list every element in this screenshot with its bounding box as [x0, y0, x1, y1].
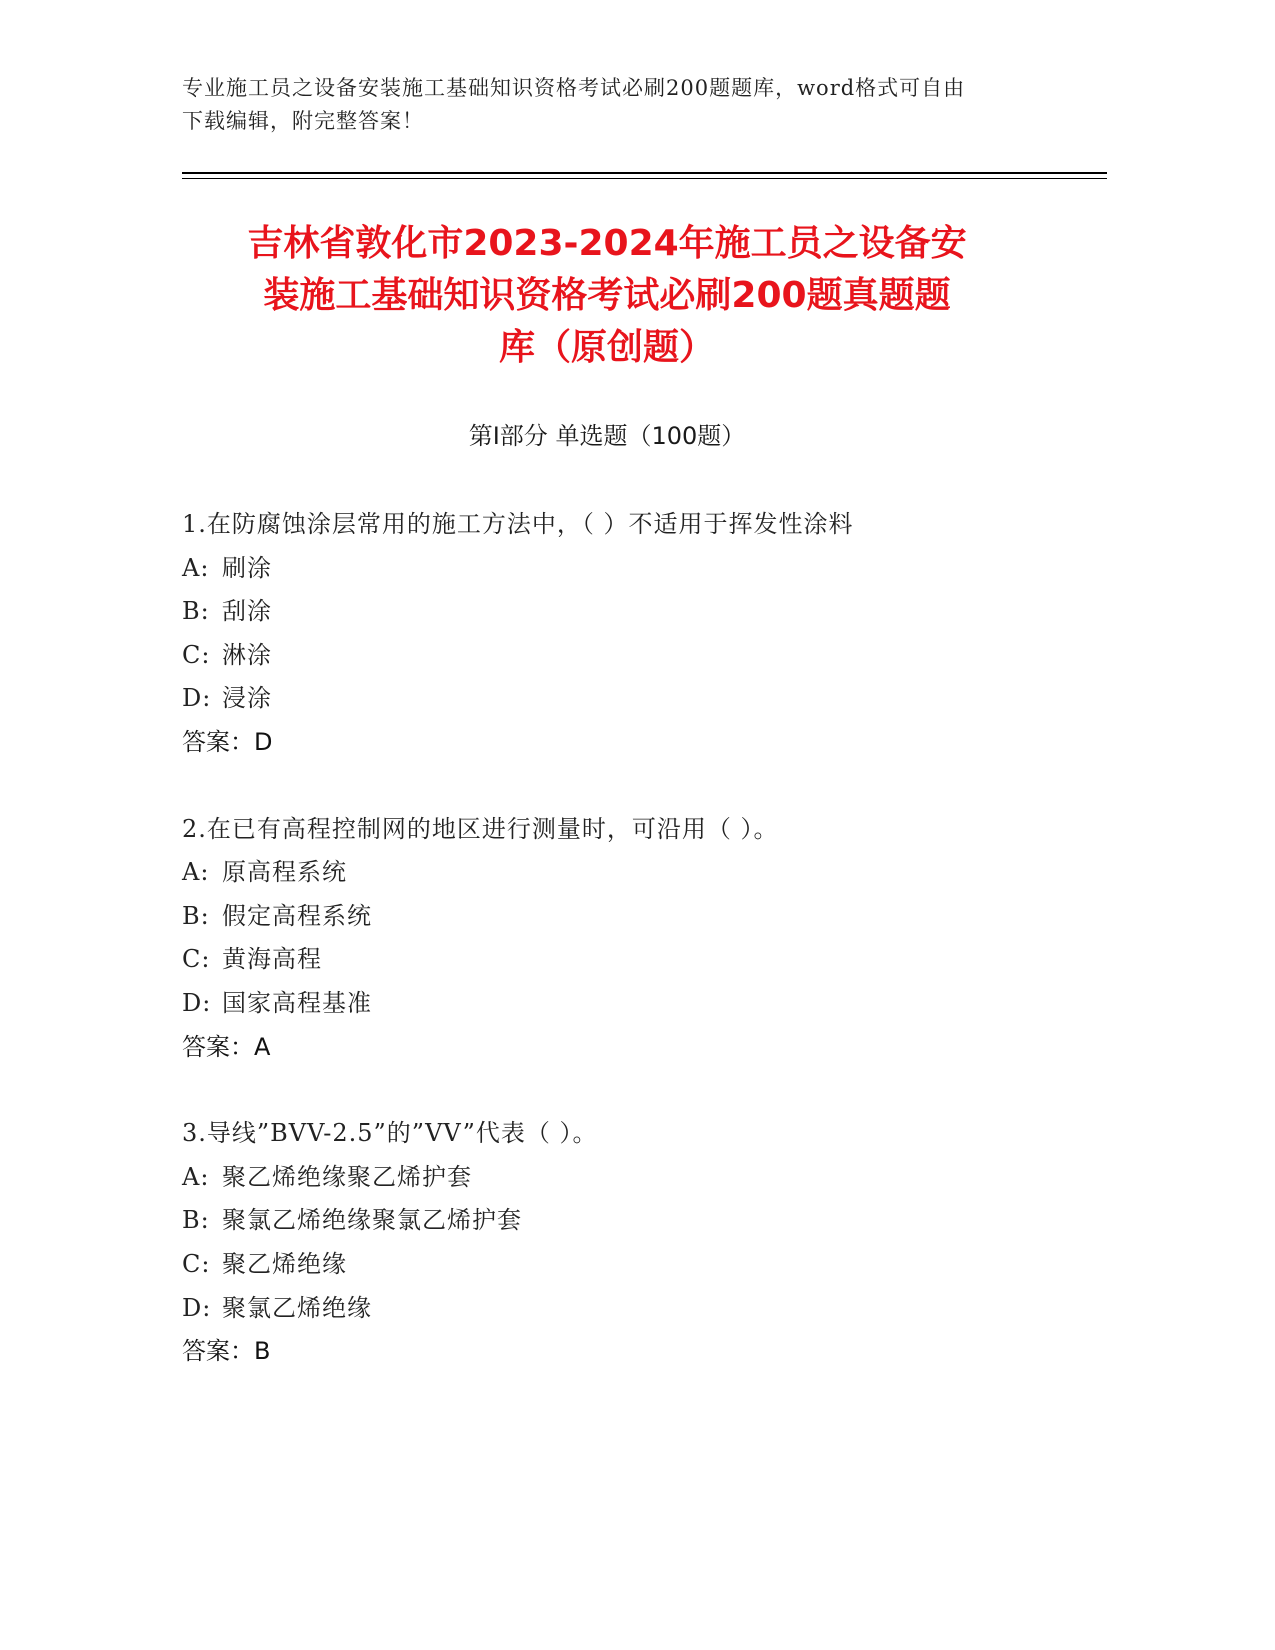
question-2 — [182, 808, 1082, 1070]
option-text: 刷涂 — [222, 553, 272, 582]
option-letter: C: — [182, 1249, 211, 1278]
document-title-line-2: 装施工基础知识资格考试必刷200题真题题 — [263, 275, 951, 316]
option-d — [182, 677, 1082, 721]
option-text: 刮涂 — [222, 597, 272, 626]
option-letter: D: — [182, 1293, 212, 1322]
option-letter: A: — [182, 1162, 210, 1191]
option-text: 聚氯乙烯绝缘 — [222, 1293, 372, 1322]
option-letter: D: — [182, 684, 212, 713]
option-text: 聚氯乙烯绝缘聚氯乙烯护套 — [222, 1206, 522, 1235]
option-c — [182, 1243, 1082, 1287]
header-note — [182, 72, 1062, 138]
option-letter: A: — [182, 553, 210, 582]
option-d — [182, 1287, 1082, 1331]
section-heading: 第Ⅰ部分 单选题（100题） — [468, 422, 746, 450]
option-d — [182, 982, 1082, 1026]
option-text: 聚乙烯绝缘 — [222, 1249, 347, 1278]
document-title — [182, 218, 1032, 374]
option-b — [182, 895, 1082, 939]
question-stem: 1.在防腐蚀涂层常用的施工方法中，（ ）不适用于挥发性涂料 — [182, 510, 854, 538]
header-divider-thin — [182, 178, 1107, 179]
question-list — [182, 503, 1082, 1417]
header-divider-thick — [182, 172, 1107, 174]
option-letter: C: — [182, 640, 211, 669]
answer: 答案：D — [182, 727, 273, 756]
option-text: 浸涂 — [222, 684, 272, 713]
option-letter: D: — [182, 988, 212, 1017]
option-c — [182, 634, 1082, 678]
option-c — [182, 938, 1082, 982]
document-title-line-1: 吉林省敦化市2023-2024年施工员之设备安 — [247, 223, 967, 264]
option-text: 假定高程系统 — [222, 901, 372, 930]
question-3 — [182, 1112, 1082, 1374]
option-a — [182, 1156, 1082, 1200]
option-text: 国家高程基准 — [222, 988, 372, 1017]
option-text: 原高程系统 — [222, 858, 347, 887]
option-a — [182, 851, 1082, 895]
option-letter: B: — [182, 597, 210, 626]
option-text: 黄海高程 — [222, 945, 322, 974]
option-letter: B: — [182, 901, 210, 930]
option-text: 聚乙烯绝缘聚乙烯护套 — [222, 1162, 472, 1191]
option-b — [182, 590, 1082, 634]
answer: 答案：A — [182, 1032, 271, 1061]
option-letter: A: — [182, 858, 210, 887]
option-b — [182, 1199, 1082, 1243]
option-a — [182, 547, 1082, 591]
option-letter: C: — [182, 945, 211, 974]
question-1 — [182, 503, 1082, 765]
header-note-line-1: 专业施工员之设备安装施工基础知识资格考试必刷200题题库，word格式可自由 — [182, 76, 966, 100]
answer: 答案：B — [182, 1337, 271, 1366]
option-letter: B: — [182, 1206, 210, 1235]
question-stem: 3.导线”BVV-2.5”的”VV”代表（ ）。 — [182, 1119, 598, 1148]
header-note-line-2: 下载编辑，附完整答案！ — [182, 109, 424, 133]
option-text: 淋涂 — [222, 640, 272, 669]
document-title-line-3: 库（原创题） — [498, 327, 715, 368]
question-stem: 2.在已有高程控制网的地区进行测量时，可沿用（ ）。 — [182, 814, 779, 843]
